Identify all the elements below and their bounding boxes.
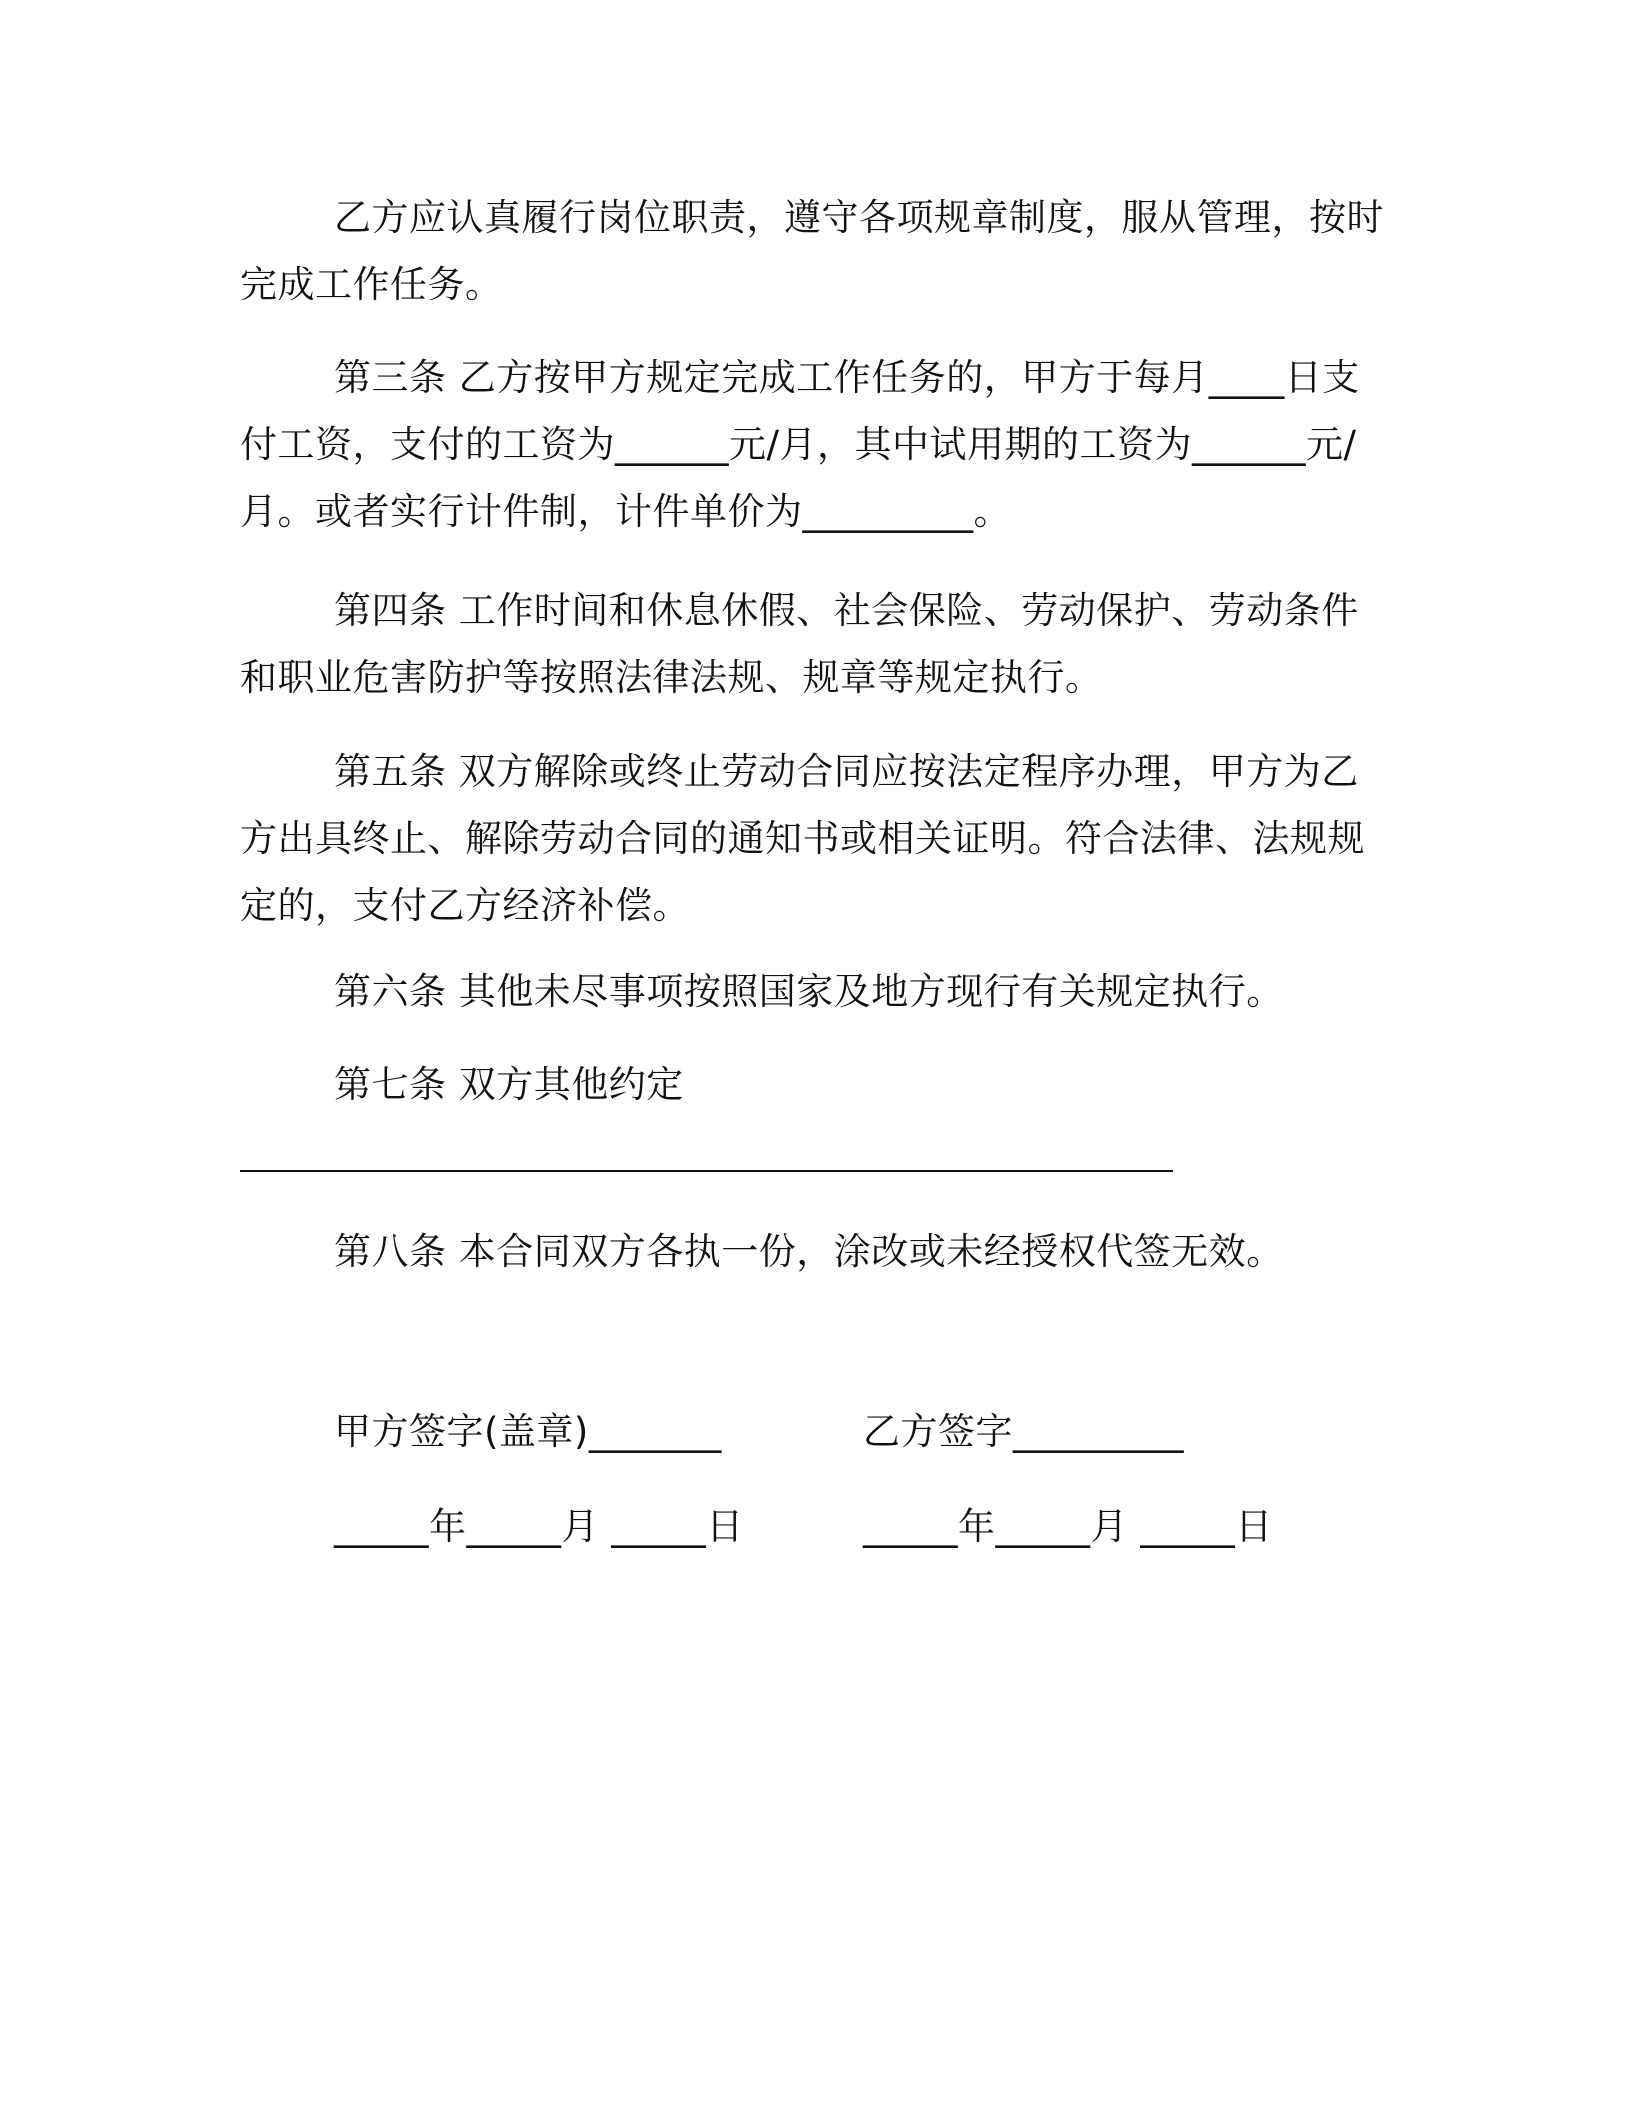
article-8-copies: 第八条 本合同双方各执一份，涂改或未经授权代签无效。 [334, 1230, 1284, 1273]
party-b-signature: 乙方签字_________ [863, 1410, 1184, 1453]
party-b-date: _____年_____月 _____日 [863, 1505, 1273, 1548]
blank-fill-line [240, 1170, 1173, 1172]
article-7-other-agreements: 第七条 双方其他约定 [334, 1063, 684, 1106]
paragraph-duties: 乙方应认真履行岗位职责，遵守各项规章制度，服从管理，按时完成工作任务。 [240, 196, 1384, 306]
party-a-date: _____年_____月 _____日 [334, 1505, 744, 1548]
article-3-wages: 第三条 乙方按甲方规定完成工作任务的，甲方于每月____日支付工资，支付的工资为______元/月，其中试用期的工资为______元/月。或者实行计件制，计件单价为_________。 [240, 356, 1360, 533]
article-4-working-conditions: 第四条 工作时间和休息休假、社会保险、劳动保护、劳动条件和职业危害防护等按照法律法规、规章等规定执行。 [240, 589, 1359, 699]
article-6-other-matters: 第六条 其他未尽事项按照国家及地方现行有关规定执行。 [334, 970, 1284, 1013]
party-a-signature: 甲方签字(盖章)_______ [334, 1410, 722, 1453]
article-5-termination: 第五条 双方解除或终止劳动合同应按法定程序办理，甲方为乙方出具终止、解除劳动合同的通知书或相关证明。符合法律、法规规定的，支付乙方经济补偿。 [240, 750, 1365, 927]
